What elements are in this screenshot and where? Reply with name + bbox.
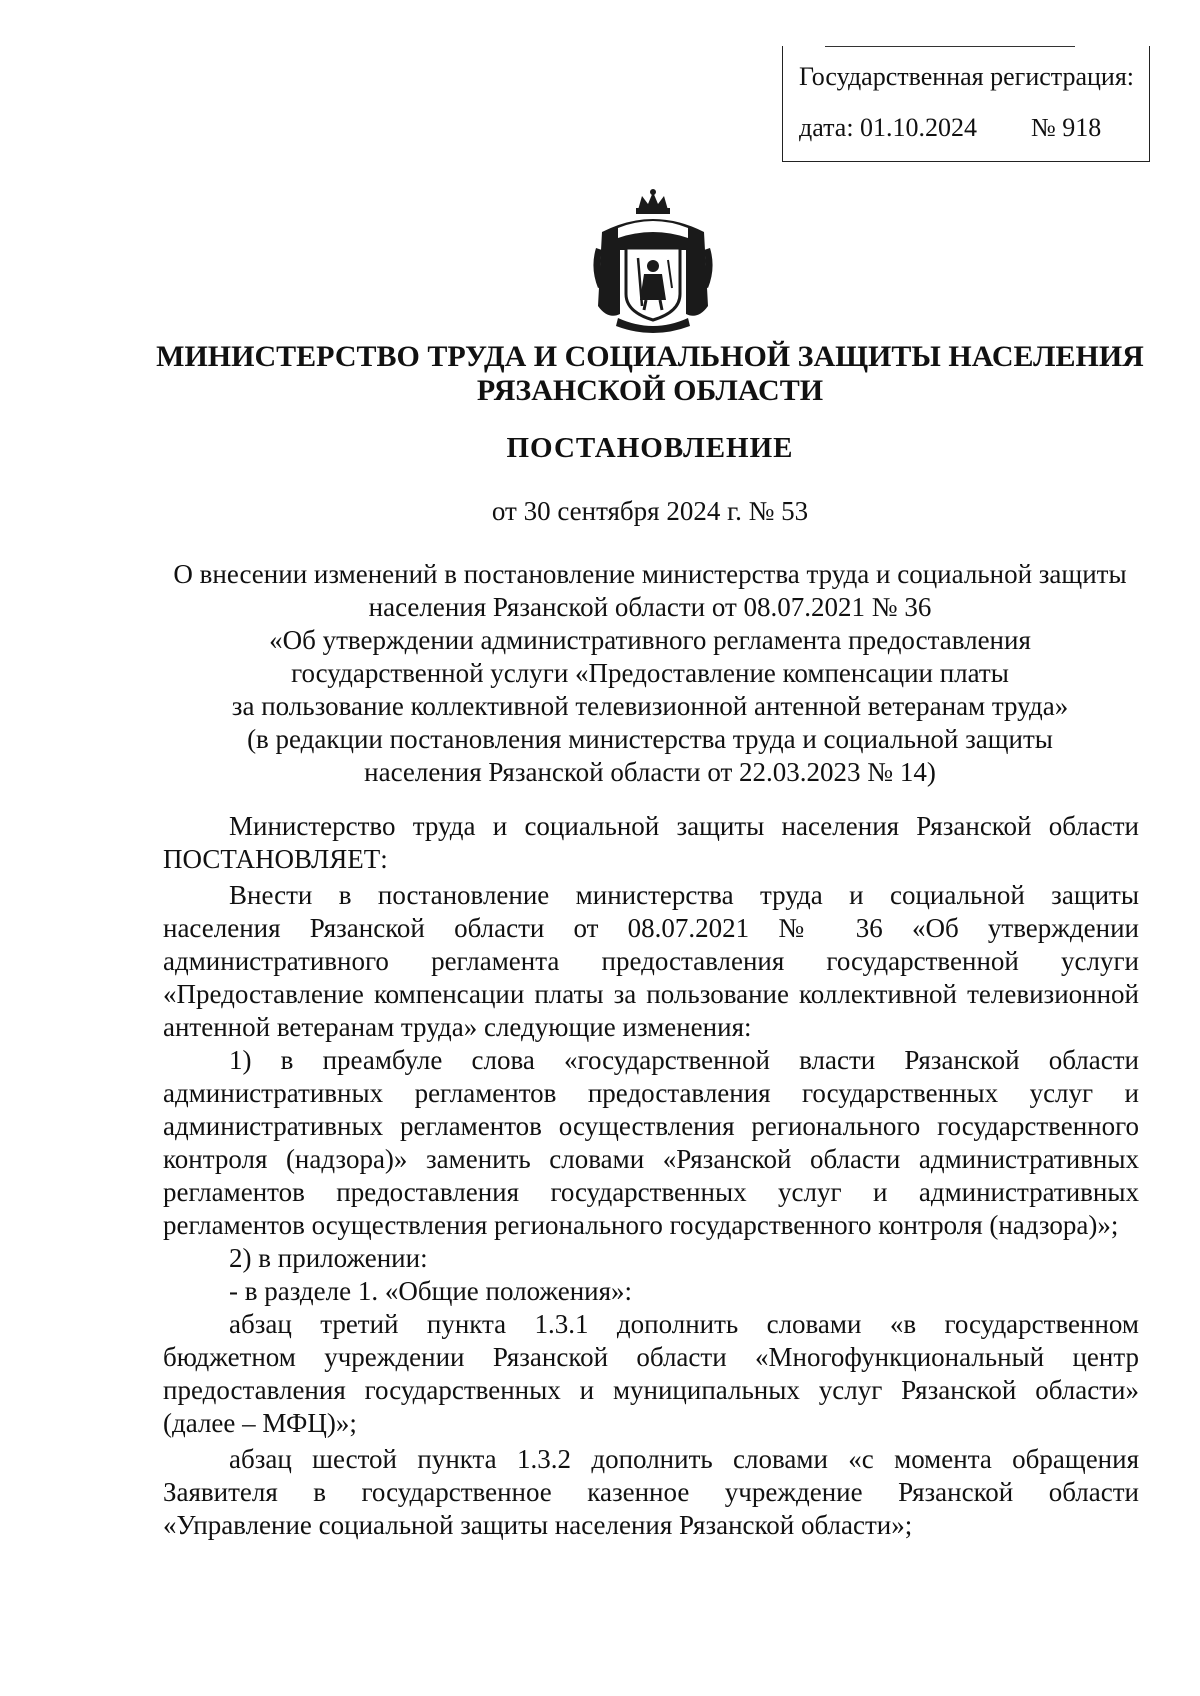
body-line: административного регламента предоставления государственной услуги bbox=[163, 946, 1139, 976]
body-line: регламентов предоставления государственных услуг и административных bbox=[163, 1177, 1139, 1207]
body-line: ПОСТАНОВЛЯЕТ: bbox=[163, 844, 388, 874]
paragraph-clause-132 bbox=[163, 1443, 1139, 1542]
body-line: Заявителя в государственное казенное учреждение Рязанской области bbox=[163, 1477, 1139, 1507]
paragraph-item-1 bbox=[163, 1044, 1139, 1242]
body-line: населения Рязанской области от 08.07.2021 № 36 «Об утверждении bbox=[163, 913, 1139, 943]
subject-line: населения Рязанской области от 22.03.2023 № 14) bbox=[364, 757, 936, 787]
subject-line: О внесении изменений в постановление министерства труда и социальной защиты bbox=[173, 559, 1127, 589]
document-date: от 30 сентября 2024 г. № 53 bbox=[491, 496, 809, 526]
registration-stamp bbox=[782, 46, 1150, 162]
subject-line: за пользование коллективной телевизионной антенной ветеранам труда» bbox=[231, 691, 1069, 721]
registration-number: № 918 bbox=[1031, 113, 1102, 142]
document-type: ПОСТАНОВЛЕНИЕ bbox=[506, 432, 794, 464]
document-subject bbox=[150, 558, 1150, 789]
body-line: предоставления государственных и муниципальных услуг Рязанской области» bbox=[163, 1375, 1139, 1405]
subject-line: (в редакции постановления министерства труда и социальной защиты bbox=[247, 724, 1053, 754]
paragraph-preamble bbox=[163, 810, 1139, 876]
body-line: «Предоставление компенсации платы за пользование коллективной телевизионной bbox=[163, 979, 1139, 1009]
body-line: административных регламентов предоставления государственных услуг и bbox=[163, 1078, 1139, 1108]
body-line: контроля (надзора)» заменить словами «Рязанской области административных bbox=[163, 1144, 1139, 1174]
body-line: 1) в преамбуле слова «государственной власти Рязанской области bbox=[229, 1045, 1139, 1075]
subject-line: населения Рязанской области от 08.07.2021 № 36 bbox=[368, 592, 932, 622]
coat-of-arms-icon bbox=[588, 188, 718, 338]
subject-line: «Об утверждении административного регламента предоставления bbox=[269, 625, 1031, 655]
body-line: административных регламентов осуществления регионального государственного bbox=[163, 1111, 1139, 1141]
subject-line: государственной услуги «Предоставление компенсации платы bbox=[291, 658, 1009, 688]
body-line: Министерство труда и социальной защиты населения Рязанской области bbox=[229, 811, 1139, 841]
registration-title: Государственная регистрация: bbox=[799, 62, 1135, 91]
body-line: абзац шестой пункта 1.3.2 дополнить словами «с момента обращения bbox=[229, 1444, 1139, 1474]
body-line: (далее – МФЦ)»; bbox=[163, 1408, 357, 1438]
body-line: абзац третий пункта 1.3.1 дополнить словами «в государственном bbox=[229, 1309, 1139, 1339]
registration-date: дата: 01.10.2024 bbox=[799, 113, 978, 142]
body-line: «Управление социальной защиты населения Рязанской области»; bbox=[163, 1510, 913, 1540]
document-body bbox=[163, 810, 1139, 1542]
organization-name-line1: МИНИСТЕРСТВО ТРУДА И СОЦИАЛЬНОЙ ЗАЩИТЫ НАСЕЛЕНИЯ bbox=[156, 340, 1144, 373]
organization-name bbox=[150, 340, 1150, 408]
organization-name-line2: РЯЗАНСКОЙ ОБЛАСТИ bbox=[476, 374, 824, 407]
paragraph-item-2: 2) в приложении: bbox=[229, 1243, 428, 1273]
body-line: регламентов осуществления регионального государственного контроля (надзора)»; bbox=[163, 1210, 1119, 1240]
paragraph-section-1: - в разделе 1. «Общие положения»: bbox=[229, 1276, 633, 1306]
body-line: Внести в постановление министерства труда и социальной защиты bbox=[229, 880, 1139, 910]
body-line: антенной ветеранам труда» следующие изменения: bbox=[163, 1012, 752, 1042]
paragraph-amendment bbox=[163, 879, 1139, 1044]
stamp-top-line bbox=[825, 46, 1075, 47]
paragraph-clause-131 bbox=[163, 1308, 1139, 1440]
body-line: бюджетном учреждении Рязанской области «Многофункциональный центр bbox=[163, 1342, 1139, 1372]
